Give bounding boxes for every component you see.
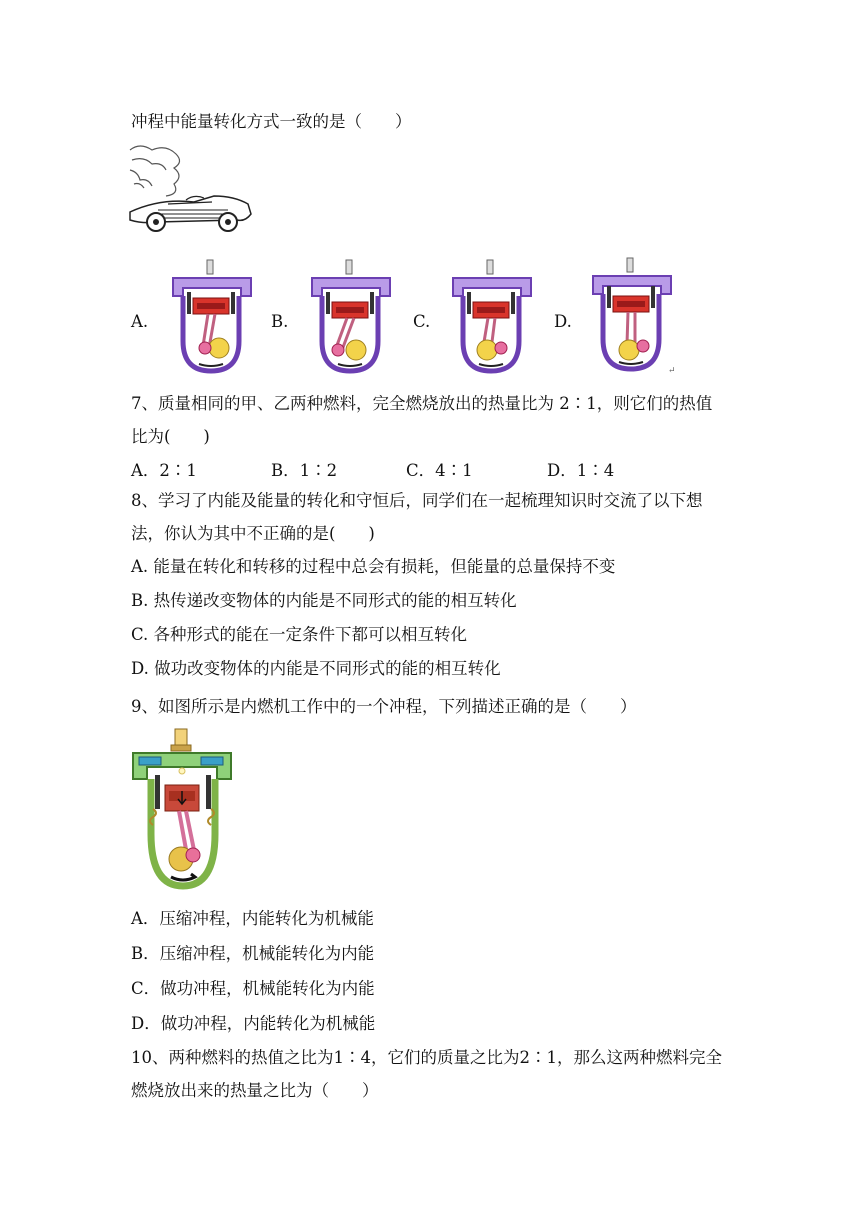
q8-option-c: C. 各种形式的能在一定条件下都可以相互转化	[131, 625, 468, 644]
engine-diagram-a	[163, 258, 263, 373]
race-car-image	[128, 140, 253, 245]
q10-text-line1: 10、两种燃料的热值之比为1∶4，它们的质量之比为2∶1，那么这两种燃料完全	[131, 1048, 722, 1067]
q7-option-b: B．1∶2	[271, 461, 338, 480]
engine-diagram-d	[583, 256, 683, 371]
q9-option-c: C．做功冲程，机械能转化为内能	[131, 979, 375, 998]
diagram-option-d-label: D.	[554, 312, 572, 331]
q9-option-d: D．做功冲程，内能转化为机械能	[131, 1014, 376, 1033]
engine-diagram-b	[302, 258, 402, 373]
q9-option-a: A．压缩冲程，内能转化为机械能	[131, 909, 374, 928]
q9-text-line1: 9、如图所示是内燃机工作中的一个冲程，下列描述正确的是（ ）	[131, 697, 637, 716]
q10-text-line2: 燃烧放出来的热量之比为（ ）	[131, 1081, 379, 1100]
q7-option-a: A．2∶1	[131, 461, 197, 480]
q8-option-d: D. 做功改变物体的内能是不同形式的能的相互转化	[131, 659, 501, 678]
diagram-option-a-label: A.	[131, 312, 149, 331]
engine-diagram-q9	[131, 727, 235, 899]
lead-text: 冲程中能量转化方式一致的是（ ）	[131, 112, 412, 131]
paragraph-mark-icon: ↵	[668, 366, 676, 376]
q9-option-b: B．压缩冲程，机械能转化为内能	[131, 944, 375, 963]
q7-text-line1: 7、质量相同的甲、乙两种燃料，完全燃烧放出的热量比为 2∶1，则它们的热值	[131, 394, 713, 413]
q7-option-c: C．4∶1	[406, 461, 473, 480]
engine-diagram-c	[443, 258, 543, 373]
diagram-option-b-label: B.	[271, 312, 289, 331]
q7-text-line2: 比为( )	[131, 427, 210, 446]
diagram-option-c-label: C.	[413, 312, 431, 331]
q8-text-line1: 8、学习了内能及能量的转化和守恒后，同学们在一起梳理知识时交流了以下想	[131, 491, 703, 510]
q8-option-b: B. 热传递改变物体的内能是不同形式的能的相互转化	[131, 591, 517, 610]
q8-option-a: A. 能量在转化和转移的过程中总会有损耗，但能量的总量保持不变	[131, 557, 616, 576]
q8-text-line2: 法，你认为其中不正确的是( )	[131, 524, 375, 543]
q7-option-d: D．1∶4	[547, 461, 615, 480]
